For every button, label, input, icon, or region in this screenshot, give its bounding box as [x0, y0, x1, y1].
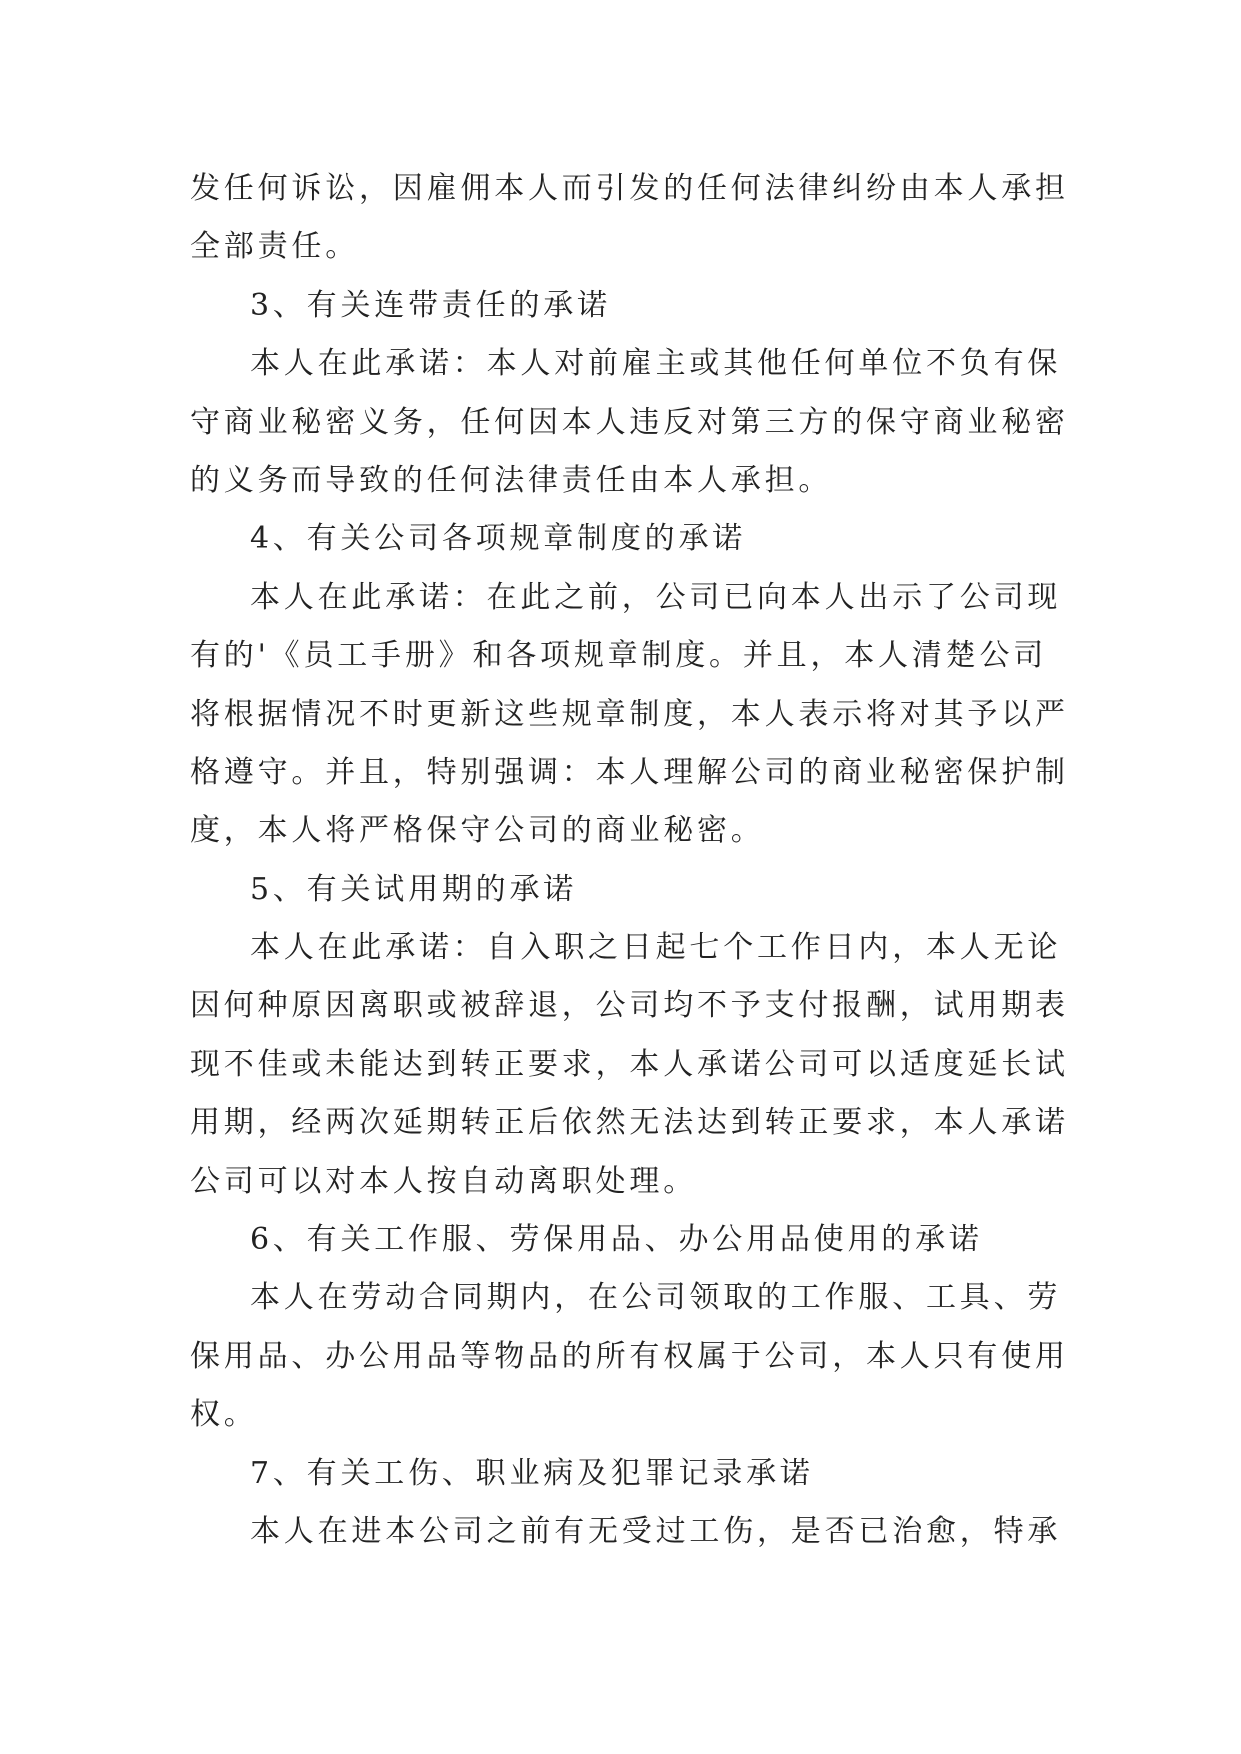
text-line: 本人在此承诺：自入职之日起七个工作日内，本人无论 — [250, 930, 1062, 966]
text-line: 本人在此承诺：在此之前，公司已向本人出示了公司现 — [250, 579, 1062, 615]
section-heading: 7、有关工伤、职业病及犯罪记录承诺 — [250, 1455, 814, 1491]
text-line: 格遵守。并且，特别强调：本人理解公司的商业秘密保护制 — [190, 754, 1069, 790]
text-line: 本人在劳动合同期内，在公司领取的工作服、工具、劳 — [250, 1280, 1062, 1316]
text-line: 的义务而导致的任何法律责任由本人承担。 — [190, 462, 833, 498]
section-heading: 6、有关工作服、劳保用品、办公用品使用的承诺 — [250, 1222, 983, 1258]
section-heading: 5、有关试用期的承诺 — [250, 871, 578, 907]
text-line: 现不佳或未能达到转正要求，本人承诺公司可以适度延长试 — [190, 1046, 1069, 1082]
text-line: 保用品、办公用品等物品的所有权属于公司，本人只有使用 — [190, 1338, 1069, 1374]
document-body — [190, 160, 1069, 1561]
text-line: 因何种原因离职或被辞退，公司均不予支付报酬，试用期表 — [190, 988, 1069, 1024]
section-heading: 3、有关连带责任的承诺 — [250, 287, 611, 323]
section-heading: 4、有关公司各项规章制度的承诺 — [250, 521, 747, 557]
text-line: 将根据情况不时更新这些规章制度，本人表示将对其予以严 — [190, 696, 1069, 732]
text-line: 有的'《员工手册》和各项规章制度。并且，本人清楚公司 — [190, 638, 1048, 674]
text-line: 本人在进本公司之前有无受过工伤，是否已治愈，特承 — [250, 1513, 1062, 1549]
text-line: 本人在此承诺：本人对前雇主或其他任何单位不负有保 — [250, 346, 1062, 382]
text-line: 用期，经两次延期转正后依然无法达到转正要求，本人承诺 — [190, 1105, 1069, 1141]
text-line: 权。 — [190, 1397, 258, 1433]
text-line: 守商业秘密义务，任何因本人违反对第三方的保守商业秘密 — [190, 404, 1069, 440]
text-line: 全部责任。 — [190, 229, 359, 265]
text-line: 公司可以对本人按自动离职处理。 — [190, 1163, 697, 1199]
text-line: 发任何诉讼，因雇佣本人而引发的任何法律纠纷由本人承担 — [190, 171, 1069, 206]
text-line: 度，本人将严格保守公司的商业秘密。 — [190, 813, 765, 849]
